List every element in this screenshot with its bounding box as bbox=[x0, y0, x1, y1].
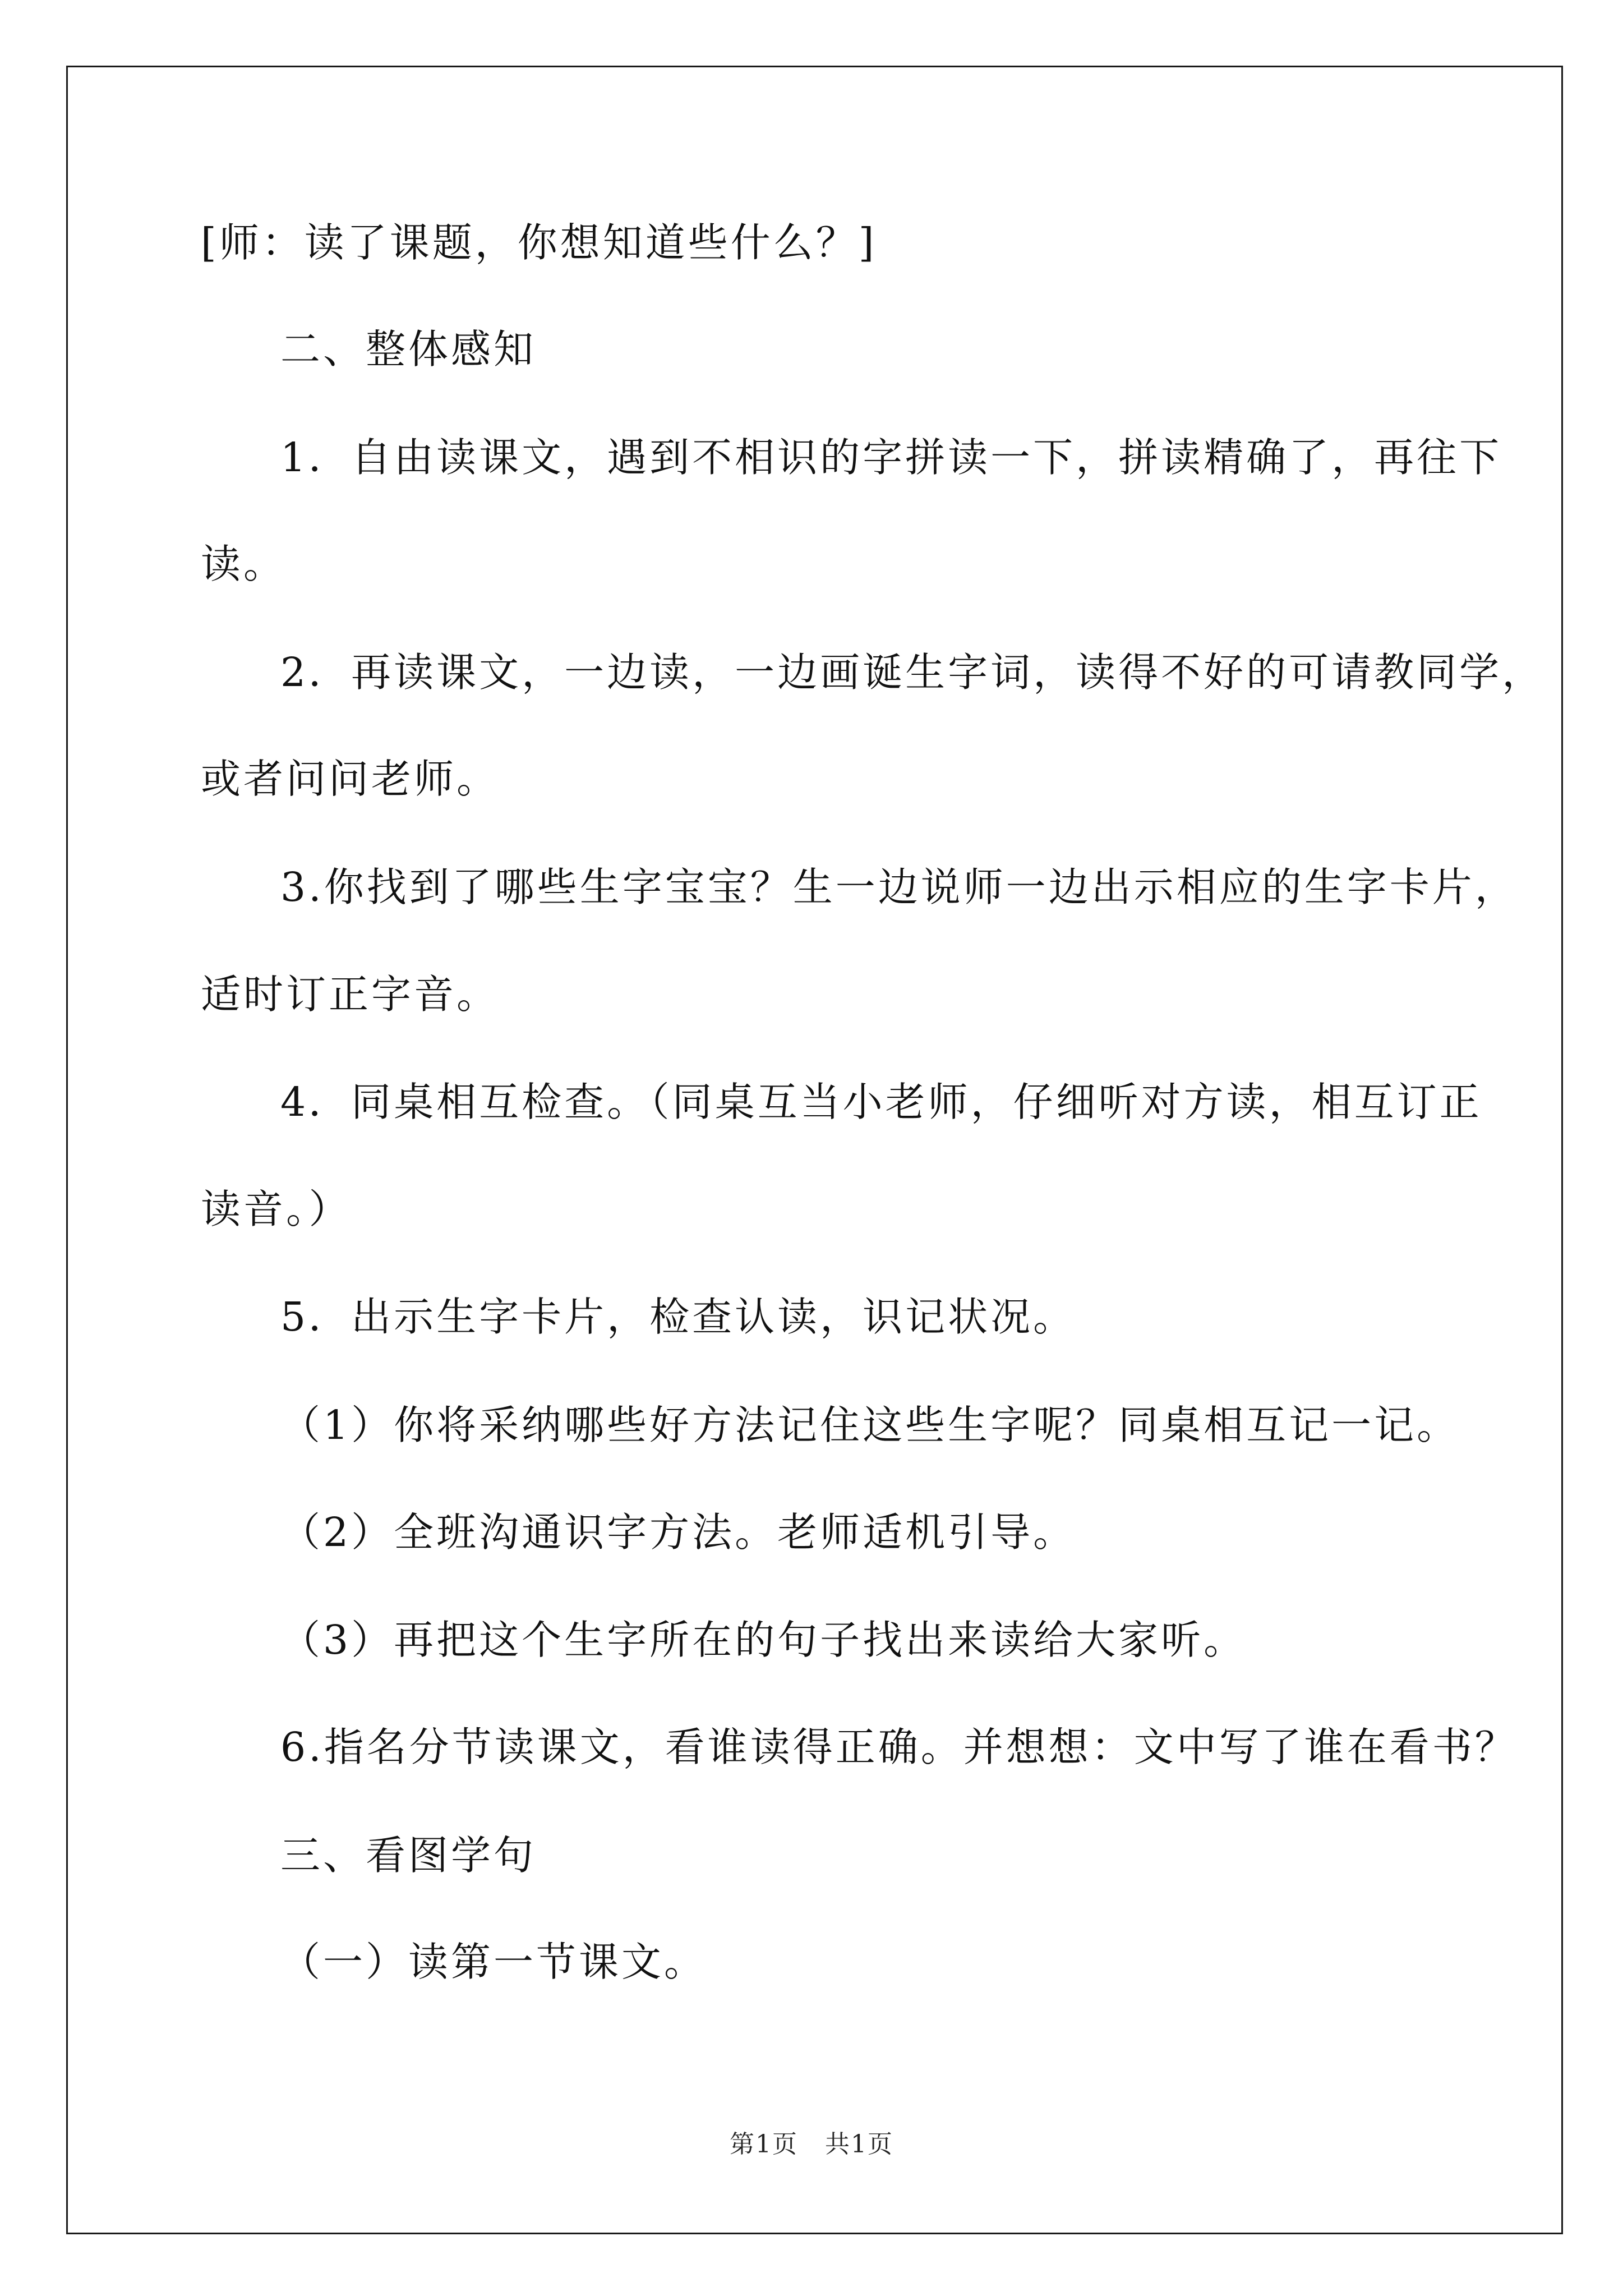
list-item: （3）再把这个生字所在的句子找出来读给大家听。 bbox=[280, 1617, 1247, 1663]
text-line: 5．出示生字卡片，检查认读，识记状况。 bbox=[280, 1294, 1076, 1340]
text-line: 6.指名分节读课文，看谁读得正确。并想想：文中写了谁在看书？ bbox=[280, 1724, 1518, 1770]
text-line: 适时订正字音。 bbox=[201, 971, 500, 1018]
text-line: 2．再读课文，一边读，一边画诞生字词，读得不好的可请教同学， bbox=[280, 649, 1545, 696]
list-item: （1）你将采纳哪些好方法记住这些生字呢？同桌相互记一记。 bbox=[280, 1402, 1460, 1448]
page-border bbox=[66, 66, 1563, 2234]
text-line: 或者问问老师。 bbox=[201, 756, 500, 802]
text-line: （一）读第一节课文。 bbox=[280, 1939, 707, 1985]
text-line: 读。 bbox=[201, 541, 287, 587]
text-line: 3.你找到了哪些生字宝宝？生一边说师一边出示相应的生字卡片， bbox=[280, 864, 1518, 910]
section-heading: 三、看图学句 bbox=[280, 1832, 537, 1879]
list-item: （2）全班沟通识字方法。老师适机引导。 bbox=[280, 1509, 1076, 1556]
page-number: 第1页 共1页 bbox=[730, 2130, 893, 2159]
text-line: 1．自由读课文，遇到不相识的字拼读一下，拼读精确了，再往下 bbox=[280, 434, 1502, 481]
text-line: 读音。） bbox=[201, 1186, 352, 1232]
text-line: [师：读了课题，你想知道些什么？] bbox=[201, 219, 877, 266]
text-line: 4．同桌相互检查。（同桌互当小老师，仔细听对方读，相互订正 bbox=[280, 1079, 1482, 1125]
section-heading: 二、整体感知 bbox=[280, 326, 537, 372]
